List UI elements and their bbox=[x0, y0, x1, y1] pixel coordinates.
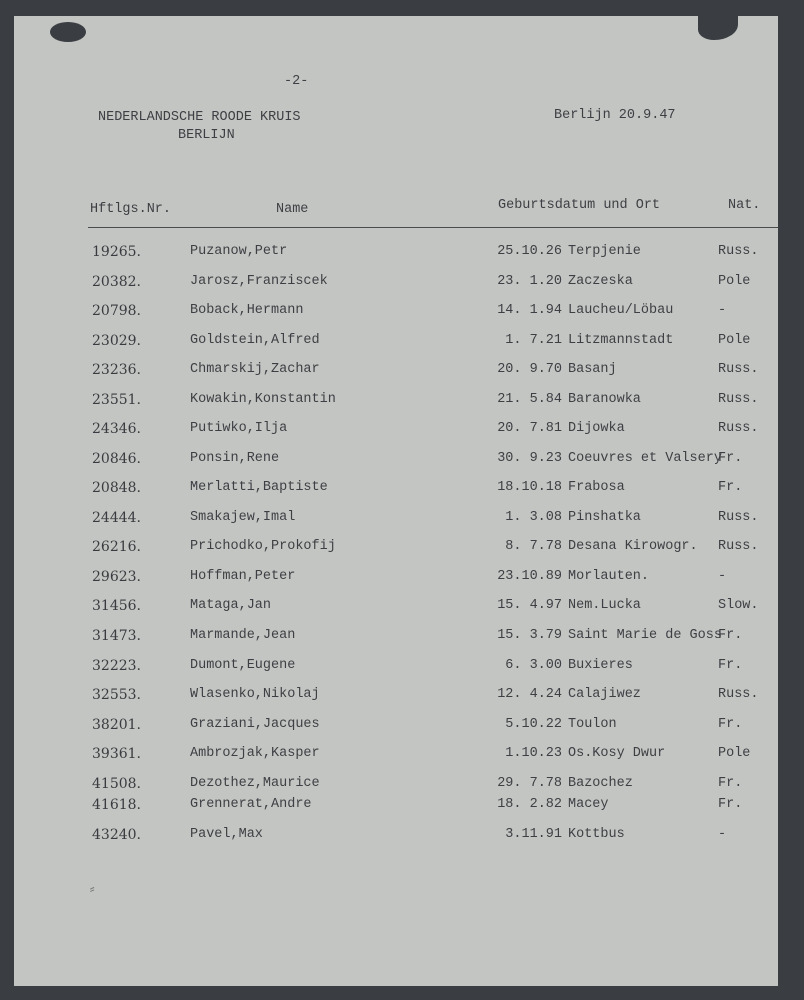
birth-place: Bazochez bbox=[568, 776, 633, 791]
prisoner-number: 29623. bbox=[92, 569, 141, 585]
table-row bbox=[14, 658, 778, 678]
prisoner-name: Grennerat,Andre bbox=[190, 797, 312, 812]
nationality: Russ. bbox=[718, 421, 759, 436]
prisoner-number: 20798. bbox=[92, 303, 141, 319]
birth-date: 30. 9.23 bbox=[497, 451, 562, 466]
prisoner-number: 20846. bbox=[92, 451, 141, 467]
table-row bbox=[14, 480, 778, 500]
nationality: Russ. bbox=[718, 244, 759, 259]
birth-date: 15. 3.79 bbox=[497, 628, 562, 643]
table-row bbox=[14, 687, 778, 707]
birth-date: 5.10.22 bbox=[505, 717, 562, 732]
pencil-mark: ⸗ bbox=[88, 882, 97, 898]
birth-place: Buxieres bbox=[568, 658, 633, 673]
table-row bbox=[14, 776, 778, 796]
prisoner-name: Hoffman,Peter bbox=[190, 569, 296, 584]
nationality: Pole bbox=[718, 746, 751, 761]
birth-place: Coeuvres et Valsery bbox=[568, 451, 722, 466]
birth-place: Toulon bbox=[568, 717, 617, 732]
nationality: - bbox=[718, 569, 727, 584]
prisoner-name: Goldstein,Alfred bbox=[190, 333, 320, 348]
nationality: Fr. bbox=[718, 628, 743, 643]
birth-date: 1. 7.21 bbox=[505, 333, 562, 348]
nationality: Pole bbox=[718, 333, 751, 348]
header-rule bbox=[88, 227, 778, 228]
birth-date: 1. 3.08 bbox=[505, 510, 562, 525]
header-nationality: Nat. bbox=[728, 198, 761, 213]
table-row bbox=[14, 274, 778, 294]
nationality: - bbox=[718, 303, 727, 318]
prisoner-number: 32553. bbox=[92, 687, 141, 703]
table-row bbox=[14, 362, 778, 382]
prisoner-name: Dezothez,Maurice bbox=[190, 776, 320, 791]
birth-date: 12. 4.24 bbox=[497, 687, 562, 702]
table-row bbox=[14, 303, 778, 323]
prisoner-name: Wlasenko,Nikolaj bbox=[190, 687, 320, 702]
nationality: Fr. bbox=[718, 797, 743, 812]
header-prisoner-number: Hftlgs.Nr. bbox=[90, 202, 172, 217]
prisoner-number: 41508. bbox=[92, 776, 141, 792]
prisoner-number: 24444. bbox=[92, 510, 141, 526]
birth-place: Zaczeska bbox=[568, 274, 633, 289]
prisoner-number: 23029. bbox=[92, 333, 141, 349]
prisoner-number: 32223. bbox=[92, 658, 141, 674]
table-row bbox=[14, 244, 778, 264]
birth-place: Morlauten. bbox=[568, 569, 650, 584]
birth-place: Desana Kirowogr. bbox=[568, 539, 698, 554]
nationality: Slow. bbox=[718, 598, 759, 613]
table-row bbox=[14, 628, 778, 648]
nationality: Russ. bbox=[718, 392, 759, 407]
prisoner-number: 31473. bbox=[92, 628, 141, 644]
prisoner-name: Marmande,Jean bbox=[190, 628, 296, 643]
prisoner-number: 39361. bbox=[92, 746, 141, 762]
birth-date: 23. 1.20 bbox=[497, 274, 562, 289]
table-row bbox=[14, 746, 778, 766]
birth-place: Macey bbox=[568, 797, 609, 812]
birth-place: Pinshatka bbox=[568, 510, 641, 525]
prisoner-number: 23551. bbox=[92, 392, 141, 408]
birth-date: 25.10.26 bbox=[497, 244, 562, 259]
prisoner-name: Ponsin,Rene bbox=[190, 451, 280, 466]
nationality: Fr. bbox=[718, 717, 743, 732]
prisoner-name: Mataga,Jan bbox=[190, 598, 272, 613]
birth-date: 14. 1.94 bbox=[497, 303, 562, 318]
punch-hole bbox=[50, 22, 86, 42]
birth-place: Dijowka bbox=[568, 421, 625, 436]
birth-date: 23.10.89 bbox=[497, 569, 562, 584]
table-row bbox=[14, 510, 778, 530]
nationality: - bbox=[718, 827, 727, 842]
nationality: Fr. bbox=[718, 451, 743, 466]
prisoner-number: 23236. bbox=[92, 362, 141, 378]
prisoner-number: 19265. bbox=[92, 244, 141, 260]
birth-date: 8. 7.78 bbox=[505, 539, 562, 554]
prisoner-number: 24346. bbox=[92, 421, 141, 437]
birth-date: 3.11.91 bbox=[505, 827, 562, 842]
torn-corner bbox=[698, 14, 738, 40]
birth-date: 21. 5.84 bbox=[497, 392, 562, 407]
birth-place: Terpjenie bbox=[568, 244, 641, 259]
prisoner-name: Boback,Hermann bbox=[190, 303, 304, 318]
table-row bbox=[14, 827, 778, 847]
prisoner-name: Ambrozjak,Kasper bbox=[190, 746, 320, 761]
birth-place: Laucheu/Löbau bbox=[568, 303, 674, 318]
birth-date: 15. 4.97 bbox=[497, 598, 562, 613]
birth-place: Baranowka bbox=[568, 392, 641, 407]
prisoner-number: 41618. bbox=[92, 797, 141, 813]
prisoner-name: Puzanow,Petr bbox=[190, 244, 288, 259]
prisoner-name: Smakajew,Imal bbox=[190, 510, 296, 525]
table-row bbox=[14, 717, 778, 737]
place-and-date: Berlijn 20.9.47 bbox=[554, 108, 676, 123]
nationality: Fr. bbox=[718, 658, 743, 673]
header-birth: Geburtsdatum und Ort bbox=[498, 198, 661, 213]
prisoner-name: Graziani,Jacques bbox=[190, 717, 320, 732]
prisoner-number: 38201. bbox=[92, 717, 141, 733]
table-row bbox=[14, 539, 778, 559]
birth-date: 6. 3.00 bbox=[505, 658, 562, 673]
organization-name: NEDERLANDSCHE ROODE KRUIS bbox=[98, 110, 301, 125]
prisoner-number: 26216. bbox=[92, 539, 141, 555]
birth-date: 18.10.18 bbox=[497, 480, 562, 495]
birth-place: Calajiwez bbox=[568, 687, 641, 702]
birth-place: Basanj bbox=[568, 362, 617, 377]
birth-place: Os.Kosy Dwur bbox=[568, 746, 666, 761]
table-row bbox=[14, 569, 778, 589]
prisoner-name: Pavel,Max bbox=[190, 827, 263, 842]
prisoner-number: 43240. bbox=[92, 827, 141, 843]
birth-place: Nem.Lucka bbox=[568, 598, 641, 613]
prisoner-name: Chmarskij,Zachar bbox=[190, 362, 320, 377]
prisoner-number: 20848. bbox=[92, 480, 141, 496]
prisoner-name: Jarosz,Franziscek bbox=[190, 274, 328, 289]
table-row bbox=[14, 598, 778, 618]
birth-place: Litzmannstadt bbox=[568, 333, 674, 348]
birth-date: 1.10.23 bbox=[505, 746, 562, 761]
nationality: Russ. bbox=[718, 539, 759, 554]
prisoner-name: Prichodko,Prokofij bbox=[190, 539, 336, 554]
nationality: Russ. bbox=[718, 362, 759, 377]
prisoner-name: Kowakin,Konstantin bbox=[190, 392, 336, 407]
prisoner-name: Dumont,Eugene bbox=[190, 658, 296, 673]
organization-city: BERLIJN bbox=[178, 128, 235, 143]
birth-date: 18. 2.82 bbox=[497, 797, 562, 812]
nationality: Russ. bbox=[718, 687, 759, 702]
table-row bbox=[14, 333, 778, 353]
birth-place: Kottbus bbox=[568, 827, 625, 842]
nationality: Fr. bbox=[718, 776, 743, 791]
prisoner-name: Putiwko,Ilja bbox=[190, 421, 288, 436]
nationality: Fr. bbox=[718, 480, 743, 495]
table-row bbox=[14, 797, 778, 817]
table-row bbox=[14, 421, 778, 441]
birth-date: 20. 7.81 bbox=[497, 421, 562, 436]
birth-date: 29. 7.78 bbox=[497, 776, 562, 791]
birth-place: Frabosa bbox=[568, 480, 625, 495]
document-page bbox=[14, 16, 778, 986]
birth-date: 20. 9.70 bbox=[497, 362, 562, 377]
page-number: -2- bbox=[284, 74, 309, 89]
header-name: Name bbox=[276, 202, 309, 217]
table-row bbox=[14, 392, 778, 412]
birth-place: Saint Marie de Goss bbox=[568, 628, 722, 643]
prisoner-number: 31456. bbox=[92, 598, 141, 614]
nationality: Pole bbox=[718, 274, 751, 289]
prisoner-number: 20382. bbox=[92, 274, 141, 290]
table-row bbox=[14, 451, 778, 471]
nationality: Russ. bbox=[718, 510, 759, 525]
prisoner-name: Merlatti,Baptiste bbox=[190, 480, 328, 495]
